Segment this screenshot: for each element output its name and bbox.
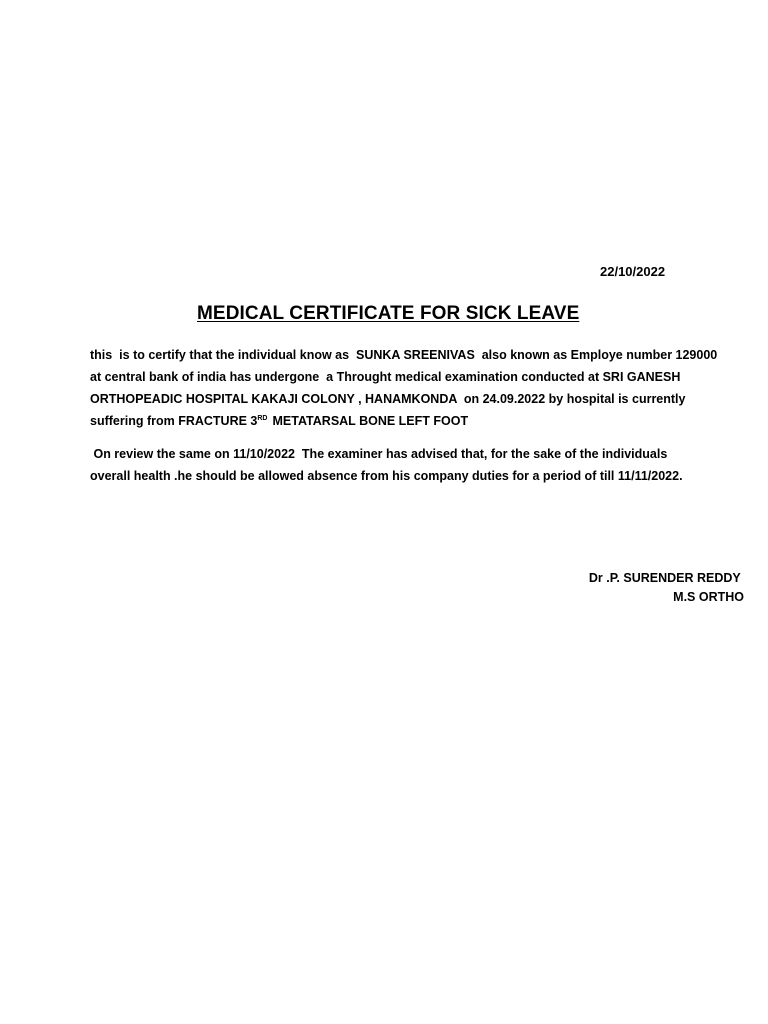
paragraph-line: at central bank of india has undergone a Throught medical examination conducted at SRI GANESH: [90, 370, 681, 384]
paragraph-line: overall health .he should be allowed absence from his company duties for a period of till 11/11/2022.: [90, 469, 683, 483]
certificate-date: 22/10/2022: [600, 264, 666, 279]
paragraph-line: On review the same on 11/10/2022 The examiner has advised that, for the sake of the individuals: [90, 447, 668, 461]
signature-block: [589, 569, 744, 607]
diagnosis-prefix: suffering from FRACTURE 3: [90, 414, 258, 428]
paragraph-line: ORTHOPEADIC HOSPITAL KAKAJI COLONY , HANAMKONDA on 24.09.2022 by hospital is currently: [90, 392, 686, 406]
doctor-name: Dr .P. SURENDER REDDY: [588, 571, 744, 585]
certification-paragraph: [90, 344, 750, 432]
paragraph-line: [90, 410, 750, 432]
paragraph-line: this is to certify that the individual know as SUNKA SREENIVAS also known as Employe number 129000: [90, 348, 718, 362]
certificate-title: MEDICAL CERTIFICATE FOR SICK LEAVE: [197, 303, 580, 324]
doctor-qualification: M.S ORTHO: [673, 590, 744, 604]
diagnosis-suffix: METATARSAL BONE LEFT FOOT: [272, 414, 469, 428]
review-paragraph: [90, 443, 750, 487]
ordinal-superscript: RD: [257, 414, 268, 422]
